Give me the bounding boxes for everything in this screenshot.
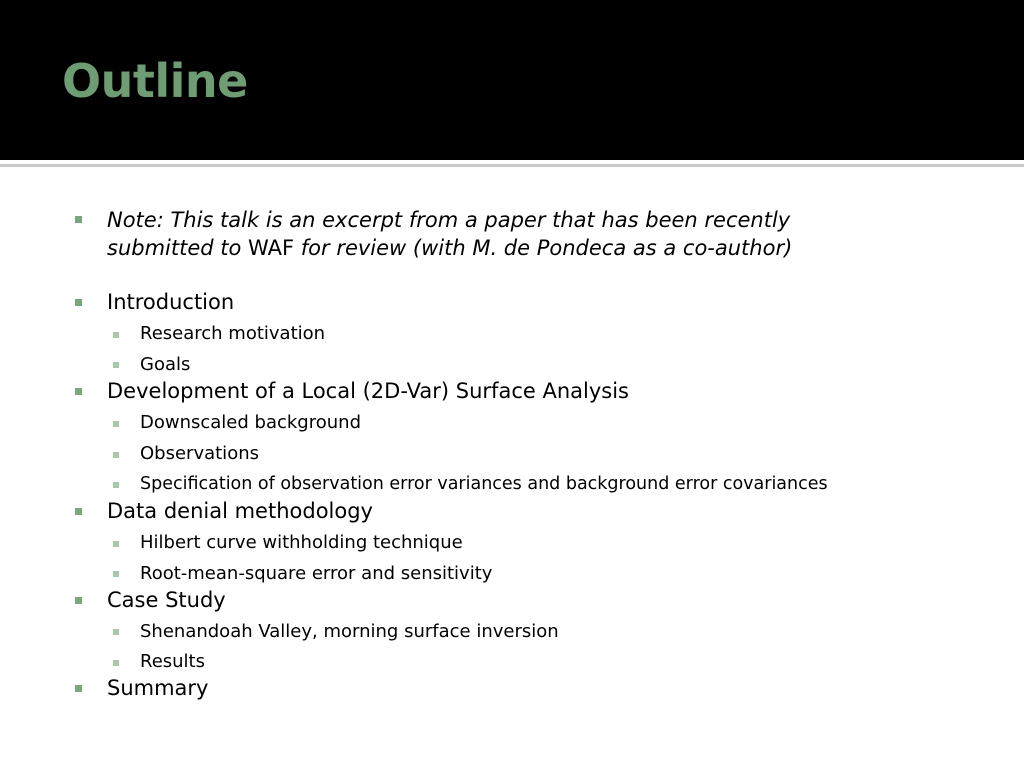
sub-bullet-icon bbox=[113, 482, 119, 488]
outline-item-summary: Summary bbox=[107, 676, 209, 700]
outline-subitem: Observations bbox=[140, 443, 259, 464]
outline-subitem: Root-mean-square error and sensitivity bbox=[140, 563, 493, 584]
outline-subitem: Downscaled background bbox=[140, 412, 361, 433]
note-text: for review (with M. de Pondeca as a co-author) bbox=[294, 236, 793, 260]
journal-name: WAF bbox=[248, 236, 295, 260]
bullet-icon bbox=[75, 216, 82, 223]
outline-item-introduction: Introduction bbox=[107, 290, 235, 314]
note-line-2 bbox=[107, 234, 792, 262]
note-line-1: Note: This talk is an excerpt from a paper that has been recently bbox=[107, 208, 791, 232]
sub-bullet-icon bbox=[113, 332, 119, 338]
outline-subitem: Research motivation bbox=[140, 323, 326, 344]
outline-item-case-study: Case Study bbox=[107, 588, 226, 612]
outline-subitem: Specification of observation error variances and background error covariances bbox=[140, 474, 828, 494]
sub-bullet-icon bbox=[113, 571, 119, 577]
sub-bullet-icon bbox=[113, 421, 119, 427]
sub-bullet-icon bbox=[113, 629, 119, 635]
outline-subitem: Results bbox=[140, 651, 205, 672]
outline-item-data-denial: Data denial methodology bbox=[107, 499, 373, 523]
bullet-icon bbox=[75, 685, 82, 692]
note-text: submitted to bbox=[107, 236, 249, 260]
outline-subitem: Shenandoah Valley, morning surface inversion bbox=[140, 621, 559, 642]
sub-bullet-icon bbox=[113, 362, 119, 368]
sub-bullet-icon bbox=[113, 541, 119, 547]
slide-title: Outline bbox=[62, 54, 248, 108]
bullet-icon bbox=[75, 597, 82, 604]
bullet-icon bbox=[75, 388, 82, 395]
sub-bullet-icon bbox=[113, 452, 119, 458]
bullet-icon bbox=[75, 299, 82, 306]
sub-bullet-icon bbox=[113, 660, 119, 666]
outline-subitem: Goals bbox=[140, 354, 191, 375]
outline-item-development: Development of a Local (2D-Var) Surface Analysis bbox=[107, 379, 629, 403]
outline-subitem: Hilbert curve withholding technique bbox=[140, 532, 463, 553]
bullet-icon bbox=[75, 508, 82, 515]
